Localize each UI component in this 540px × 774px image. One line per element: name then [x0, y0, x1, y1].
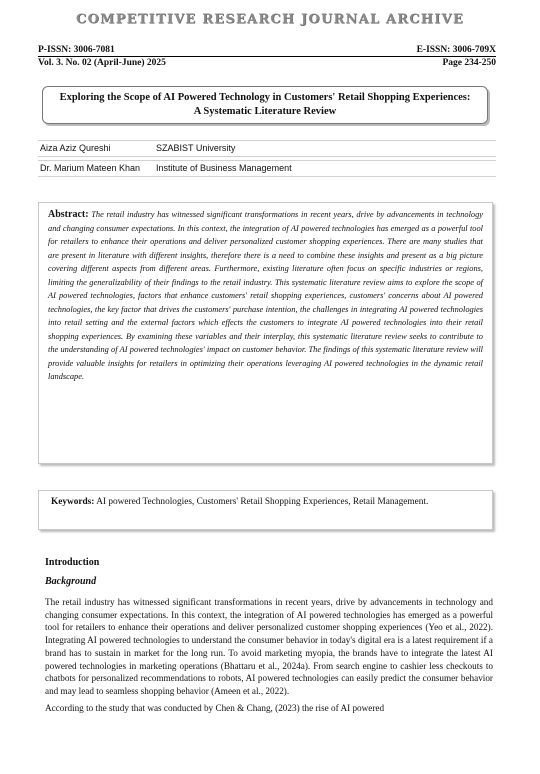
issn-row [38, 44, 496, 56]
page-range: Page 234-250 [442, 58, 496, 68]
paragraph: The retail industry has witnessed significant transformations in recent years, drive by advancements in technology and changing consumer expectations. In this context, the integration of AI powered technologies has emerged as a powerful tool for retailers to enhance their operations and deliver personalized customer shopping experiences (Yeo et al., 2022). Integrating AI powered technologies to understand the consumer behavior in today's digital era is a latest requirement if a brand has to sustain in market for the long run. To avoid marketing myopia, the brands have to integrate the latest AI powered technologies in marketing operations (Bhattaru et al., 2024a). From search engine to cashier less checkouts to chatbots for personalized recommendations to robots, AI powered technologies can easily predict the consumer behavior and may lead to seamless shopping behavior (Ameen et al., 2022). [45, 597, 493, 696]
volume-row [38, 56, 496, 69]
keywords-label: Keywords: [51, 497, 95, 507]
body-text [45, 596, 493, 718]
abstract-text: The retail industry has witnessed significant transformations in recent years, drive by advancements in technology and changing consumer expectations. In this context, the integration of AI powered technologies has emerged as a powerful tool for retailers to enhance their operations and deliver personalized customer shopping experiences. There are many studies that are present in literature with different insights, therefore there is a need to combine these insights and present as a big picture covering different aspects from different areas. Furthermore, existing literature often focus on specific industries or regions, limiting the generalizability of their findings to the retail industry. This systematic literature review aims to explore the scope of AI powered technologies, factors that enhance customers' retail shopping experiences, customers' concerns about AI powered technologies, the key factor that drives the customers' purchase intention, the challenges in integrating AI powered technologies into retail setting and the external factors which effects the customers to integrate AI powered technologies into their retail shopping experiences. By examining these variables and their interplay, this systematic literature review seeks to contribute to the understanding of AI powered technologies' impact on customer behavior. The findings of this systematic literature review will provide valuable insights for retailers in optimizing their operations leveraging AI powered technologies in the dynamic retail landscape. [48, 210, 484, 381]
print-issn: P-ISSN: 3006-7081 [38, 45, 115, 55]
author-affiliation: SZABIST University [156, 143, 236, 153]
background-heading: Background [45, 576, 97, 587]
keywords-box [38, 490, 493, 530]
volume-info: Vol. 3. No. 02 (April-June) 2025 [38, 58, 166, 68]
abstract-box [38, 202, 493, 464]
issn-header [38, 44, 496, 69]
introduction-heading: Introduction [45, 557, 100, 568]
journal-title: COMPETITIVE RESEARCH JOURNAL ARCHIVE [76, 12, 464, 27]
keywords-text: AI powered Technologies, Customers' Retail Shopping Experiences, Retail Management. [96, 497, 429, 507]
author-row [38, 160, 496, 177]
abstract-label: Abstract: [48, 209, 89, 220]
author-affiliation: Institute of Business Management [156, 163, 292, 173]
author-name: Dr. Marium Mateen Khan [40, 163, 141, 173]
electronic-issn: E-ISSN: 3006-709X [416, 45, 496, 55]
paper-title: Exploring the Scope of AI Powered Technology in Customers' Retail Shopping Experiences: A Systematic Literature Review [42, 86, 488, 124]
author-row [38, 140, 496, 157]
paragraph: According to the study that was conducted by Chen & Chang, (2023) the rise of AI powered [45, 702, 385, 713]
author-table [38, 140, 496, 180]
author-name: Aiza Aziz Qureshi [40, 143, 111, 153]
